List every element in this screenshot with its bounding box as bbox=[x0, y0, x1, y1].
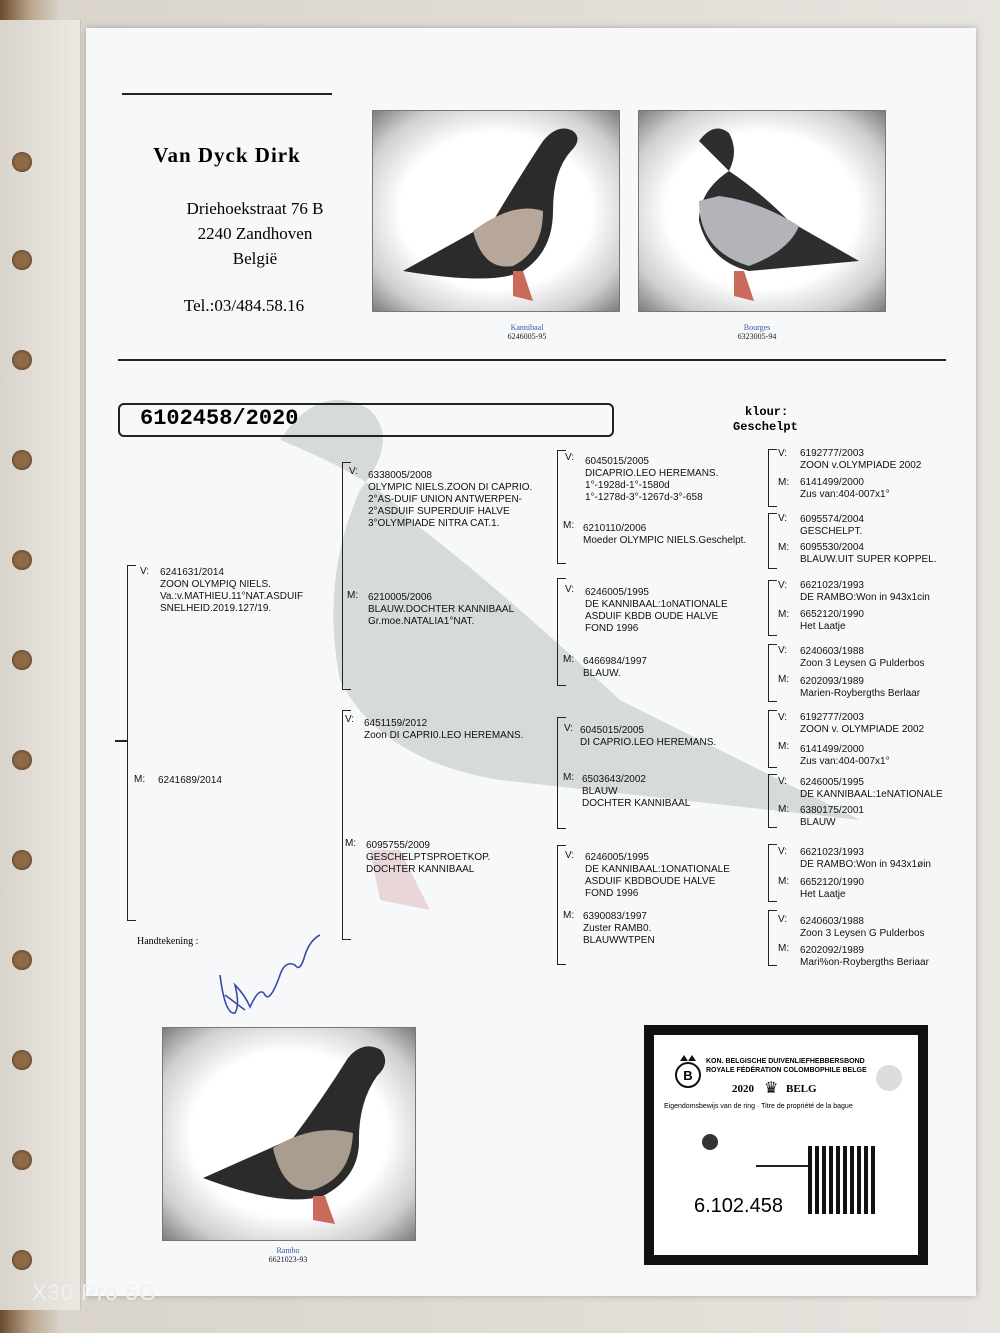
punch-hole bbox=[12, 1050, 32, 1070]
mfm-tag: M: bbox=[563, 772, 575, 783]
kbdb-logo-icon bbox=[674, 1053, 702, 1093]
mother-entry: 6241689/2014 bbox=[158, 775, 222, 786]
g4-entry: 6621023/1993 DE RAMBO:Won in 943x1øin bbox=[800, 847, 931, 870]
photo-caption-bourges bbox=[607, 323, 907, 341]
g4-tag: V: bbox=[778, 914, 788, 925]
colour-label: klour: bbox=[745, 405, 789, 419]
g4-entry: 6652120/1990 Het Laatje bbox=[800, 877, 864, 900]
fm-tag: M: bbox=[347, 590, 359, 601]
punch-hole bbox=[12, 650, 32, 670]
g4-entry: 6380175/2001 BLAUW bbox=[800, 805, 864, 828]
g4-entry: 6202093/1989 Marien-Roybergths Berlaar bbox=[800, 676, 921, 699]
photo-name: Kannibaal bbox=[510, 323, 544, 332]
mmf-tag: V: bbox=[565, 850, 575, 861]
g4-entry: 6652120/1990 Het Laatje bbox=[800, 609, 864, 632]
bracket-gen4 bbox=[768, 513, 777, 569]
bracket-gen2-top bbox=[342, 462, 351, 690]
bracket-gen4 bbox=[768, 644, 777, 702]
svg-text:B: B bbox=[683, 1068, 693, 1083]
certificate-title: Eigendomsbewijs van de ring · Titre de propriété de la bague bbox=[664, 1103, 853, 1110]
ff-entry: 6338005/2008 OLYMPIC NIELS.ZOON DI CAPRIO. 2°AS-DUIF UNION ANTWERPEN- 2°ASDUIF SUPERDUIF HALVE 3°OLYMPIADE NITRA CAT.1. bbox=[368, 470, 533, 529]
g4-tag: M: bbox=[778, 943, 790, 954]
mm-tag: M: bbox=[345, 838, 357, 849]
g4-tag: V: bbox=[778, 712, 788, 723]
g4-entry: 6095530/2004 BLAUW.UIT SUPER KOPPEL. bbox=[800, 542, 937, 565]
mf-tag: V: bbox=[345, 714, 355, 725]
punch-hole bbox=[12, 1250, 32, 1270]
g4-entry: 6621023/1993 DE RAMBO:Won in 943x1cin bbox=[800, 580, 930, 603]
owner-address bbox=[122, 196, 388, 271]
certificate-country: BELG bbox=[786, 1083, 817, 1095]
fmf-tag: V: bbox=[565, 584, 575, 595]
g4-entry: 6095574/2004 GESCHELPT. bbox=[800, 514, 864, 537]
g4-entry: 6141499/2000 Zus van:404-007x1° bbox=[800, 477, 890, 500]
certificate-org bbox=[706, 1057, 867, 1075]
bracket-gen3 bbox=[557, 845, 566, 965]
photo-name: Rambo bbox=[276, 1246, 300, 1255]
mff-entry: 6045015/2005 DI CAPRIO.LEO HEREMANS. bbox=[580, 725, 717, 748]
punch-hole bbox=[12, 750, 32, 770]
bracket-gen4 bbox=[768, 910, 777, 966]
g4-tag: V: bbox=[778, 513, 788, 524]
photo-ring: 6246005-95 bbox=[507, 332, 547, 341]
punch-hole bbox=[12, 1150, 32, 1170]
g4-tag: M: bbox=[778, 542, 790, 553]
punch-hole bbox=[12, 152, 32, 172]
handwritten-signature bbox=[205, 915, 335, 1025]
ff-tag: V: bbox=[349, 466, 359, 477]
bracket-gen3 bbox=[557, 450, 566, 564]
punch-hole bbox=[12, 450, 32, 470]
connector bbox=[115, 740, 127, 742]
bracket-gen4 bbox=[768, 844, 777, 902]
g4-tag: M: bbox=[778, 804, 790, 815]
pigeon-illustration bbox=[163, 1028, 415, 1240]
ffm-entry: 6210110/2006 Moeder OLYMPIC NIELS.Geschelpt. bbox=[583, 523, 747, 546]
fff-entry: 6045015/2005 DICAPRIO.LEO HEREMANS. 1°-1928d-1°-1580d 1°-1278d-3°-1267d-3°-658 bbox=[585, 456, 719, 503]
top-rule bbox=[122, 93, 332, 95]
punch-hole bbox=[12, 950, 32, 970]
camera-watermark: X30 Pro 5G bbox=[32, 1280, 157, 1305]
fmf-entry: 6246005/1995 DE KANNIBAAL:1oNATIONALE ASDUIF KBDB OUDE HALVE FOND 1996 bbox=[585, 587, 728, 634]
ring-icon bbox=[702, 1134, 718, 1150]
bracket-gen1 bbox=[127, 565, 136, 921]
owner-name: Van Dyck Dirk bbox=[153, 143, 301, 167]
pigeon-photo-rambo bbox=[162, 1027, 416, 1241]
certificate-org-nl: KON. BELGISCHE DUIVENLIEFHEBBERSBOND bbox=[706, 1058, 865, 1065]
g4-tag: V: bbox=[778, 846, 788, 857]
colour-value: Geschelpt bbox=[733, 420, 798, 434]
certificate-line bbox=[756, 1165, 808, 1167]
ffm-tag: M: bbox=[563, 520, 575, 531]
mmm-entry: 6390083/1997 Zuster RAMB0. BLAUWWTPEN bbox=[583, 911, 655, 946]
bracket-gen4 bbox=[768, 580, 777, 636]
g4-tag: M: bbox=[778, 876, 790, 887]
pigeon-photo-kannibaal bbox=[372, 110, 620, 312]
g4-tag: M: bbox=[778, 477, 790, 488]
mm-entry: 6095755/2009 GESCHELPTSPROETKOP. DOCHTER KANNIBAAL bbox=[366, 840, 491, 875]
ring-number: 6102458/2020 bbox=[140, 406, 299, 431]
g4-entry: 6141499/2000 Zus van:404-007x1° bbox=[800, 744, 890, 767]
owner-street: Driehoekstraat 76 B bbox=[186, 199, 324, 218]
certificate-number: 6.102.458 bbox=[694, 1195, 783, 1217]
g4-entry: 6240603/1988 Zoon 3 Leysen G Pulderbos bbox=[800, 916, 925, 939]
mother-tag: M: bbox=[134, 774, 146, 785]
qr-code-icon bbox=[808, 1146, 876, 1214]
pigeon-photo-bourges bbox=[638, 110, 886, 312]
bracket-gen4 bbox=[768, 710, 777, 768]
g4-tag: M: bbox=[778, 609, 790, 620]
punch-hole bbox=[12, 850, 32, 870]
emblem-icon bbox=[876, 1065, 902, 1091]
g4-entry: 6192777/2003 ZOON v. OLYMPIADE 2002 bbox=[800, 712, 925, 735]
fmm-entry: 6466984/1997 BLAUW. bbox=[583, 656, 647, 679]
punch-hole bbox=[12, 550, 32, 570]
g4-entry: 6240603/1988 Zoon 3 Leysen G Pulderbos bbox=[800, 646, 925, 669]
owner-phone: Tel.:03/484.58.16 bbox=[183, 296, 305, 315]
mff-tag: V: bbox=[564, 723, 574, 734]
punch-hole bbox=[12, 250, 32, 270]
g4-tag: V: bbox=[778, 645, 788, 656]
pigeon-illustration bbox=[639, 111, 885, 311]
binder-strip bbox=[0, 20, 81, 1310]
photo-ring: 6621023-93 bbox=[268, 1255, 308, 1264]
mf-entry: 6451159/2012 Zoon DI CAPRI0.LEO HEREMANS. bbox=[364, 718, 524, 741]
fm-entry: 6210005/2006 BLAUW.DOCHTER KANNIBAAL Gr.moe.NATALIA1°NAT. bbox=[368, 592, 515, 627]
punch-hole bbox=[12, 350, 32, 370]
bracket-gen4 bbox=[768, 774, 777, 828]
photo-name: Bourges bbox=[743, 323, 771, 332]
g4-tag: V: bbox=[778, 776, 788, 787]
certificate-year: 2020 bbox=[732, 1083, 754, 1095]
owner-city: 2240 Zandhoven bbox=[197, 224, 313, 243]
fff-tag: V: bbox=[565, 452, 575, 463]
father-tag: V: bbox=[140, 566, 150, 577]
g4-tag: M: bbox=[778, 674, 790, 685]
bracket-gen2-bottom bbox=[342, 710, 351, 940]
owner-country: België bbox=[232, 249, 278, 268]
g4-entry: 6246005/1995 DE KANNIBAAL:1eNATIONALE bbox=[800, 777, 943, 800]
g4-entry: 6202092/1989 Mari%on-Roybergths Beriaar bbox=[800, 945, 929, 968]
mmf-entry: 6246005/1995 DE KANNIBAAL:1ONATIONALE ASDUIF KBDBOUDE HALVE FOND 1996 bbox=[585, 852, 730, 899]
father-entry: 6241631/2014 ZOON OLYMPIQ NIELS. Va.:v.MATHIEU.11°NAT.ASDUIF SNELHEID.2019.127/19. bbox=[160, 567, 304, 614]
mfm-entry: 6503643/2002 BLAUW DOCHTER KANNIBAAL bbox=[582, 774, 691, 809]
certificate-org-fr: ROYALE FÉDÉRATION COLOMBOPHILE BELGE bbox=[706, 1067, 867, 1074]
divider-rule bbox=[118, 359, 946, 361]
photo-caption-rambo bbox=[162, 1246, 414, 1264]
g4-tag: V: bbox=[778, 580, 788, 591]
g4-entry: 6192777/2003 ZOON v.OLYMPIADE 2002 bbox=[800, 448, 922, 471]
crown-icon: ♛ bbox=[764, 1080, 779, 1097]
bracket-gen4 bbox=[768, 449, 777, 507]
g4-tag: M: bbox=[778, 741, 790, 752]
g4-tag: V: bbox=[778, 448, 788, 459]
photo-ring: 6323005-94 bbox=[737, 332, 777, 341]
fmm-tag: M: bbox=[563, 654, 575, 665]
pigeon-illustration bbox=[373, 111, 619, 311]
mmm-tag: M: bbox=[563, 910, 575, 921]
signature-label: Handtekening : bbox=[137, 936, 199, 947]
ring-certificate bbox=[654, 1035, 918, 1255]
